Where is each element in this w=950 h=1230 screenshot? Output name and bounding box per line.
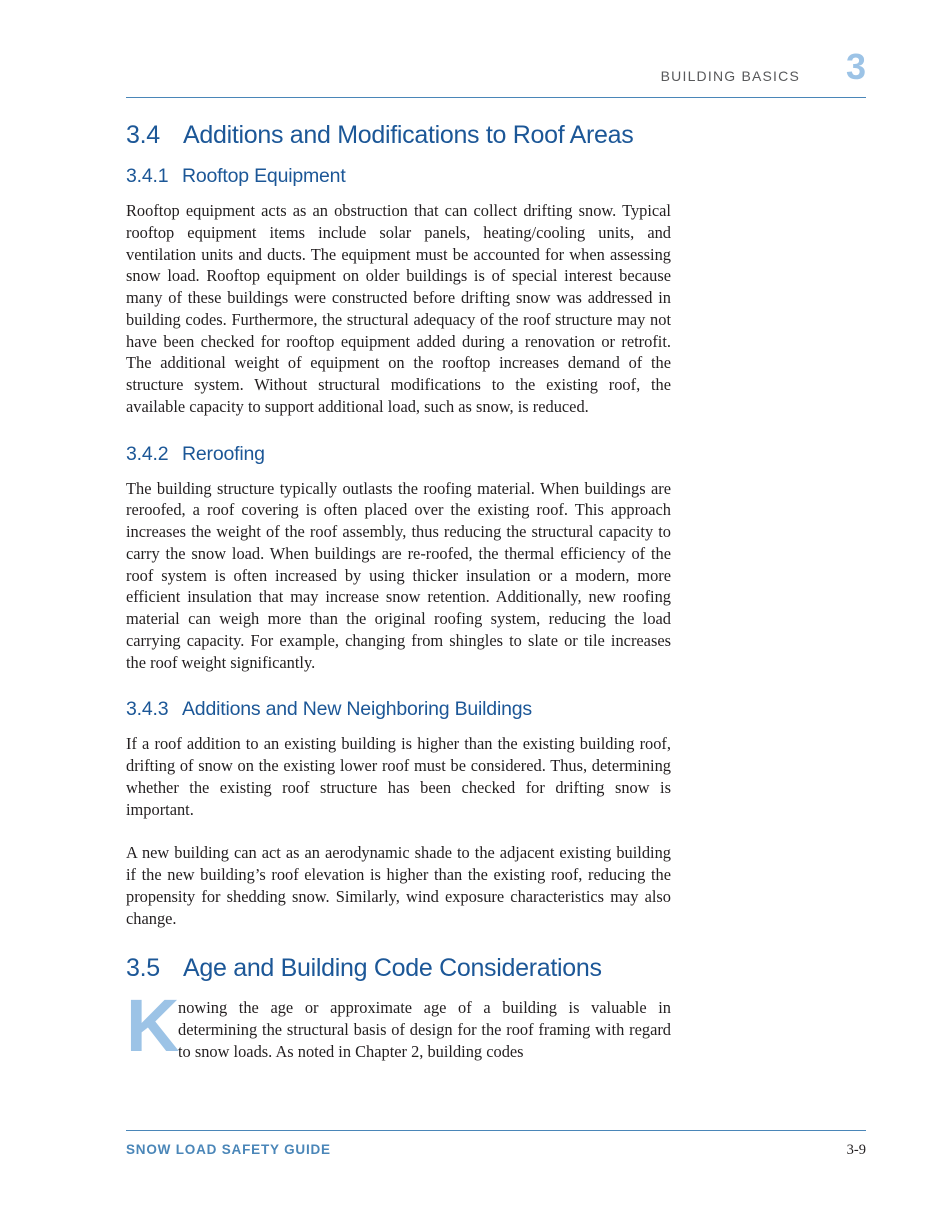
running-header-label: BUILDING BASICS [660,68,800,84]
section-title: Age and Building Code Considerations [183,954,602,983]
subsection-title: Additions and New Neighboring Buildings [182,698,532,721]
running-footer [126,1130,866,1158]
subsection-title: Reroofing [182,442,265,465]
paragraph-new-building: A new building can act as an aerodynamic shade to the adjacent existing building if the new building’s roof elevation is higher than the existing roof, reducing the propensity for shedding snow. Similarly, wind exposure characteristics may also change. [126,843,671,928]
subsection-heading-3-4-2 [126,440,671,468]
subsection-heading-3-4-3 [126,695,671,723]
page-number: 3-9 [846,1142,866,1158]
chapter-number: 3 [845,46,866,87]
drop-cap: K [126,984,180,1068]
section-title: Additions and Modifications to Roof Areas [183,121,634,149]
paragraph-age-considerations: nowing the age or approximate age of a building is valuable in determining the structural basis of design for the roof framing with regard to snow loads. As noted in Chapter 2, building codes [178,998,671,1061]
section-heading-3-4 [126,118,671,152]
subsection-number: 3.4.1 [126,165,169,187]
subsection-heading-3-4-1 [126,162,671,190]
subsection-title: Rooftop Equipment [182,165,346,187]
subsection-number: 3.4.3 [126,698,169,721]
paragraph-roof-addition: If a roof addition to an existing building is higher than the existing building roof, drifting of snow on the existing lower roof must be considered. Thus, determining whether the existing roof structure has been checked for drifting snow is important. [126,734,671,819]
section-heading-3-5 [126,951,671,985]
paragraph-rooftop-equipment: Rooftop equipment acts as an obstruction that can collect drifting snow. Typical rooftop equipment items include solar panels, heating/cooling units, and ventilation units and ducts. The equipment must be accounted for when assessing snow load. Rooftop equipment on older buildings is of special interest because many of these buildings were constructed before drifting snow was addressed in building codes. Furthermore, the structural adequacy of the roof structure may not have been checked for rooftop equipment added during a renovation or retrofit. The additional weight of equipment on the rooftop increases demand of the structure system. Without structural modifications to the existing roof, the available capacity to support additional load, such as snow, is reduced. [126,201,671,416]
section-number: 3.5 [126,954,160,983]
running-header [126,46,866,98]
page-content [126,118,671,1068]
section-number: 3.4 [126,121,160,149]
age-paragraph-block [126,984,671,1068]
footer-title: SNOW LOAD SAFETY GUIDE [126,1142,331,1157]
paragraph-reroofing: The building structure typically outlasts the roofing material. When buildings are reroofed, a roof covering is often placed over the existing roof. This approach increases the weight of the roof assembly, thus reducing the structural capacity to carry the snow load. When buildings are re-roofed, the thermal efficiency of the roof system is often increased by using thicker insulation or a modern, more efficient insulation that may increase snow retention. Additionally, new roofing material can weigh more than the original roofing system, reducing the load carrying capacity. For example, changing from shingles to slate or tile increases the roof weight significantly. [126,478,671,672]
subsection-number: 3.4.2 [126,442,169,465]
